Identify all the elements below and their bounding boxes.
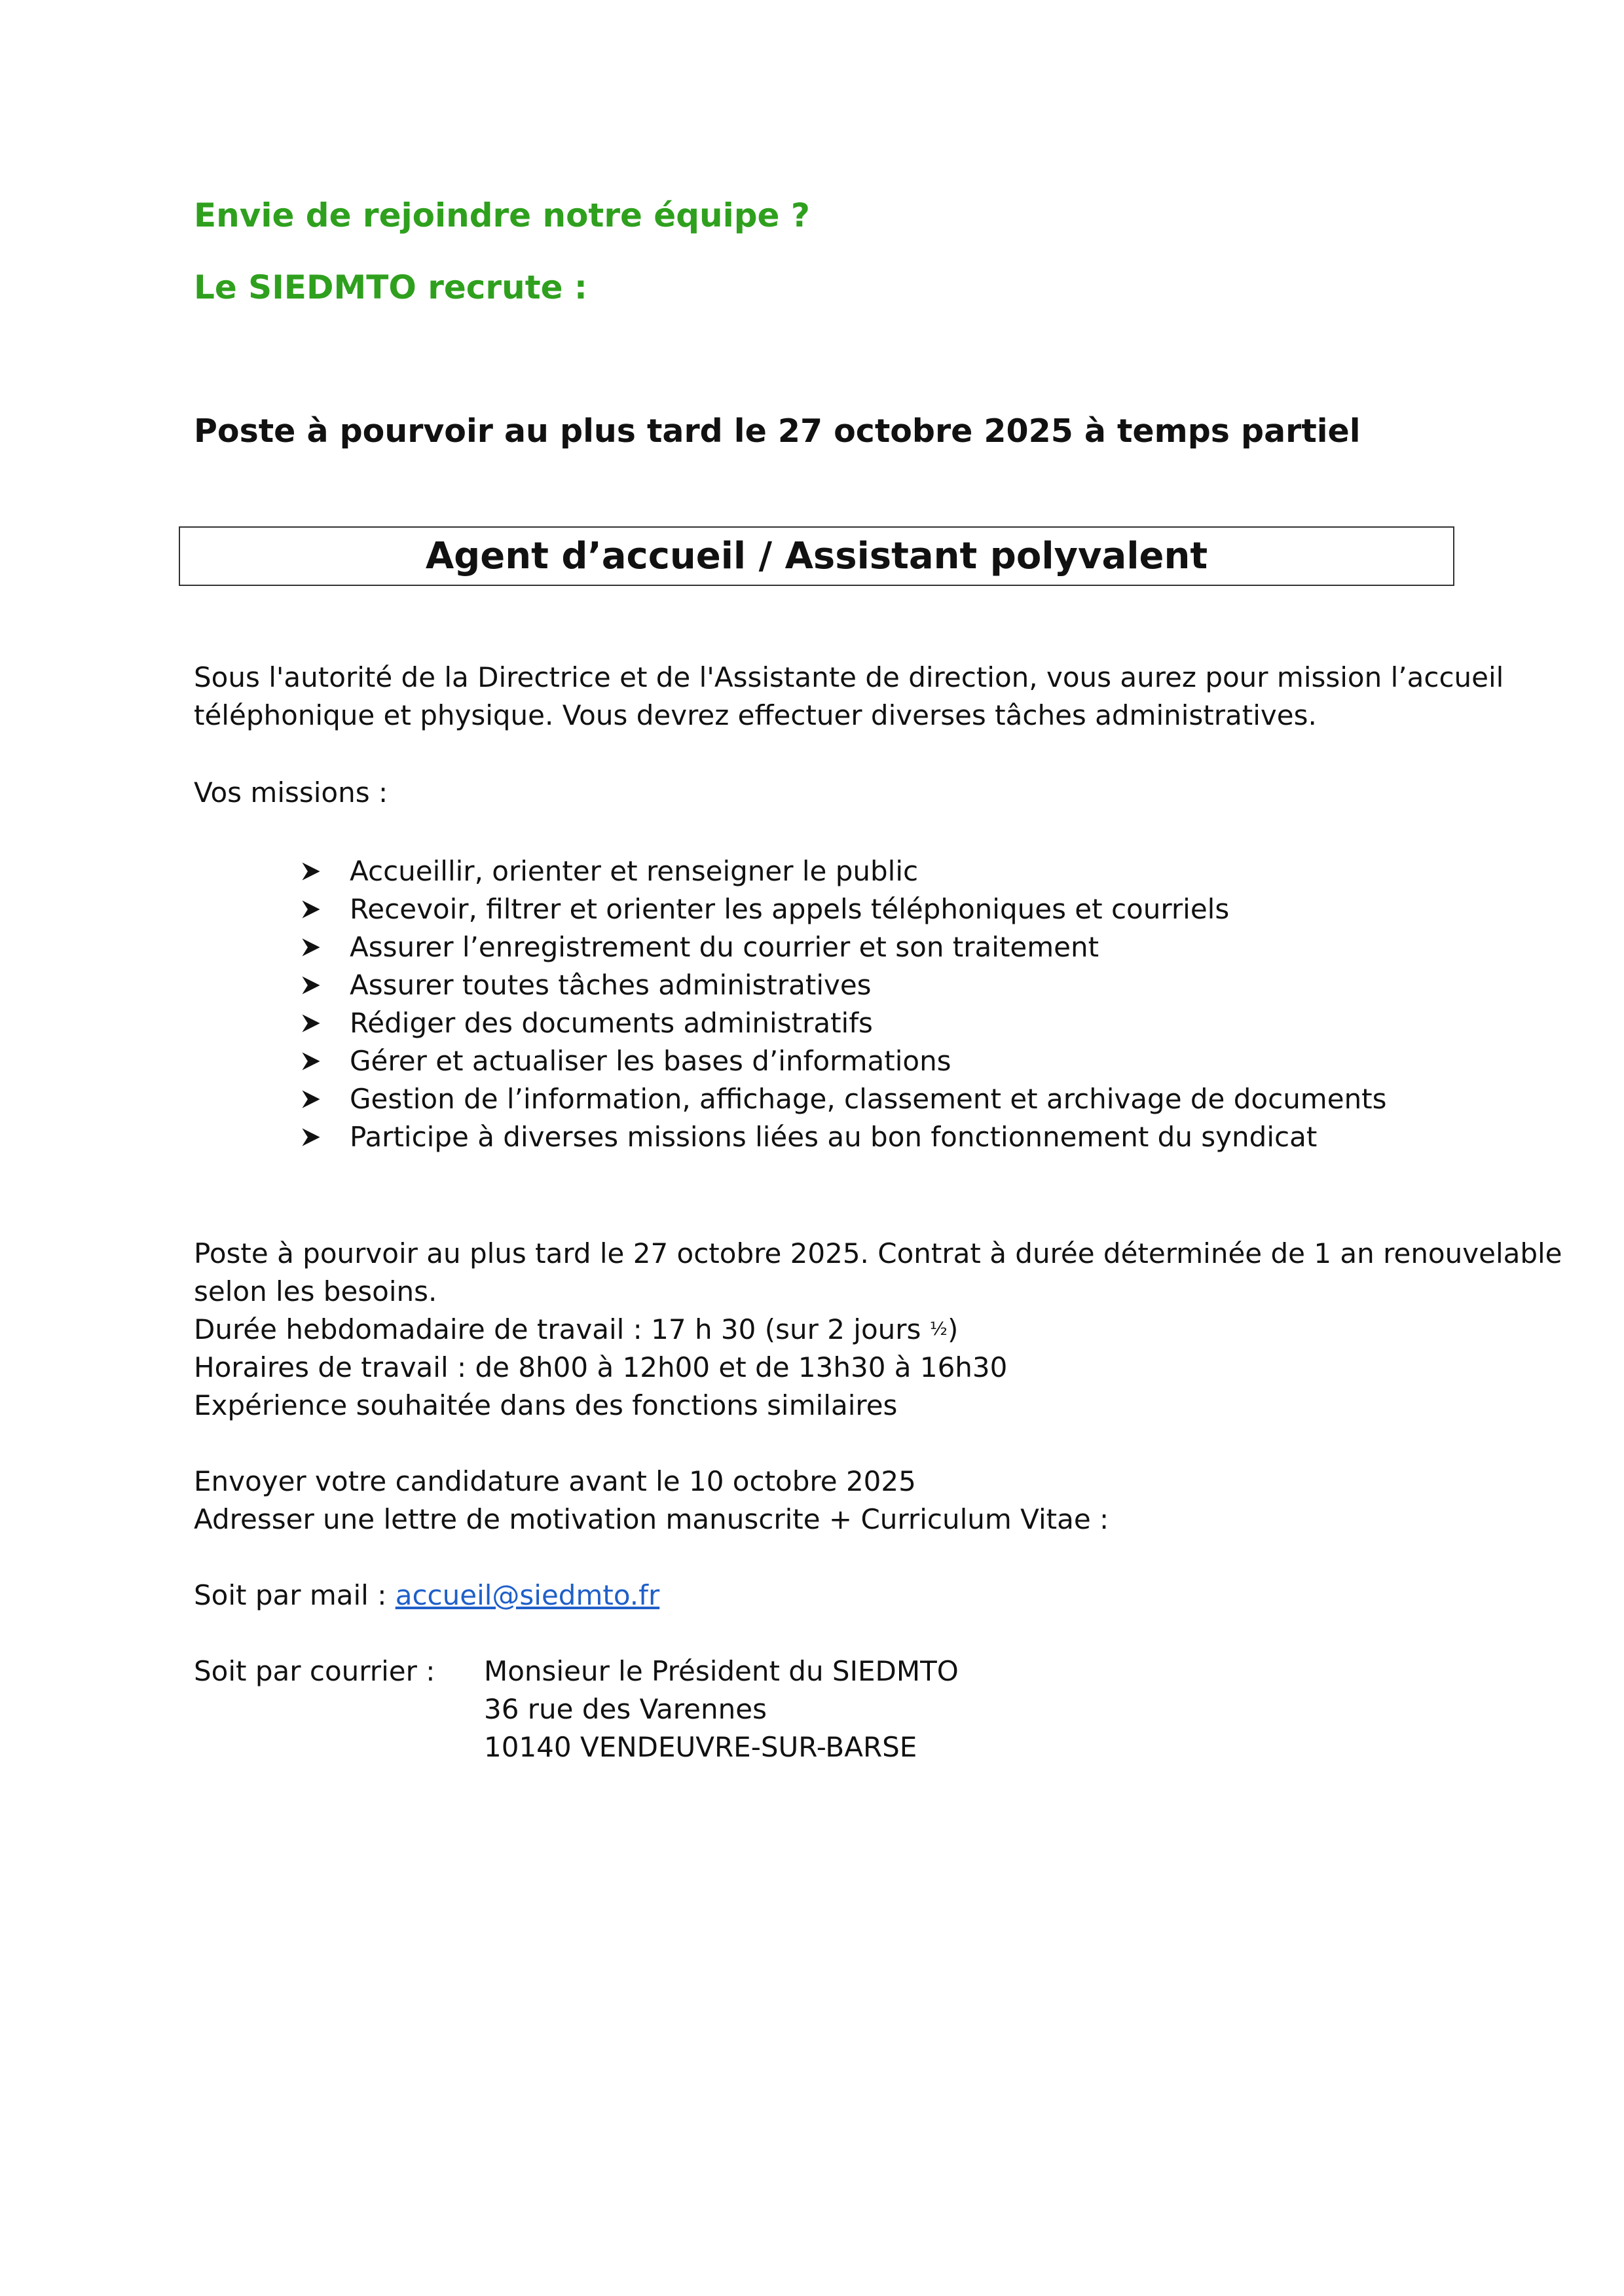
list-item	[300, 928, 1387, 966]
mission-text: Gérer et actualiser les bases d’informations	[350, 1045, 951, 1077]
intro-line-1: Sous l'autorité de la Directrice et de l'Assistante de direction, vous aurez pour mission l’accueil	[194, 661, 1504, 693]
address-line-1: Monsieur le Président du SIEDMTO	[484, 1655, 959, 1687]
experience: Expérience souhaitée dans des fonctions similaires	[194, 1389, 898, 1421]
weekly-hours-end: )	[947, 1313, 959, 1345]
arrow-bullet-icon	[300, 898, 322, 920]
job-title: Agent d’accueil / Assistant polyvalent	[425, 535, 1208, 577]
mission-text: Accueillir, orienter et renseigner le public	[350, 855, 919, 887]
details-line-1: Poste à pourvoir au plus tard le 27 octobre 2025. Contrat à durée déterminée de 1 an renouvelable	[194, 1237, 1562, 1269]
arrow-bullet-icon	[300, 974, 322, 996]
list-item	[300, 1118, 1387, 1156]
header-question: Envie de rejoindre notre équipe ?	[194, 196, 810, 234]
job-title-box	[179, 526, 1454, 586]
list-item	[300, 890, 1387, 928]
list-item	[300, 852, 1387, 890]
arrow-bullet-icon	[300, 1126, 322, 1148]
post-label: Soit par courrier :	[194, 1655, 435, 1687]
application-deadline: Envoyer votre candidature avant le 10 octobre 2025	[194, 1465, 916, 1497]
list-item	[300, 1080, 1387, 1118]
arrow-bullet-icon	[300, 860, 322, 883]
mail-label: Soit par mail :	[194, 1579, 396, 1611]
mission-text: Participe à diverses missions liées au bon fonctionnement du syndicat	[350, 1121, 1318, 1153]
details-line-2: selon les besoins.	[194, 1275, 437, 1307]
mail-contact	[194, 1579, 659, 1611]
weekly-hours-fraction: ½	[929, 1318, 948, 1339]
address-line-3: 10140 VENDEUVRE-SUR-BARSE	[484, 1731, 917, 1763]
arrow-bullet-icon	[300, 1088, 322, 1110]
mission-text: Assurer l’enregistrement du courrier et son traitement	[350, 931, 1099, 963]
arrow-bullet-icon	[300, 1050, 322, 1072]
address-line-2: 36 rue des Varennes	[484, 1693, 767, 1725]
missions-list	[300, 852, 1387, 1156]
arrow-bullet-icon	[300, 1012, 322, 1034]
list-item	[300, 966, 1387, 1004]
mission-text: Assurer toutes tâches administratives	[350, 969, 872, 1001]
application-documents: Adresser une lettre de motivation manuscrite + Curriculum Vitae :	[194, 1503, 1109, 1535]
intro-line-2: téléphonique et physique. Vous devrez effectuer diverses tâches administratives.	[194, 699, 1317, 731]
header-recruiting: Le SIEDMTO recrute :	[194, 268, 587, 306]
working-hours: Horaires de travail : de 8h00 à 12h00 et de 13h30 à 16h30	[194, 1351, 1008, 1383]
list-item	[300, 1042, 1387, 1080]
mission-text: Gestion de l’information, affichage, classement et archivage de documents	[350, 1083, 1387, 1115]
arrow-bullet-icon	[300, 936, 322, 958]
mission-text: Rédiger des documents administratifs	[350, 1007, 873, 1039]
missions-label: Vos missions :	[194, 776, 388, 809]
position-deadline-heading: Poste à pourvoir au plus tard le 27 octobre 2025 à temps partiel	[194, 412, 1361, 450]
list-item	[300, 1004, 1387, 1042]
mission-text: Recevoir, filtrer et orienter les appels téléphoniques et courriels	[350, 893, 1230, 925]
weekly-hours-text: Durée hebdomadaire de travail : 17 h 30 (sur 2 jours	[194, 1313, 930, 1345]
weekly-hours	[194, 1313, 958, 1345]
email-link[interactable]: accueil@siedmto.fr	[395, 1579, 660, 1611]
